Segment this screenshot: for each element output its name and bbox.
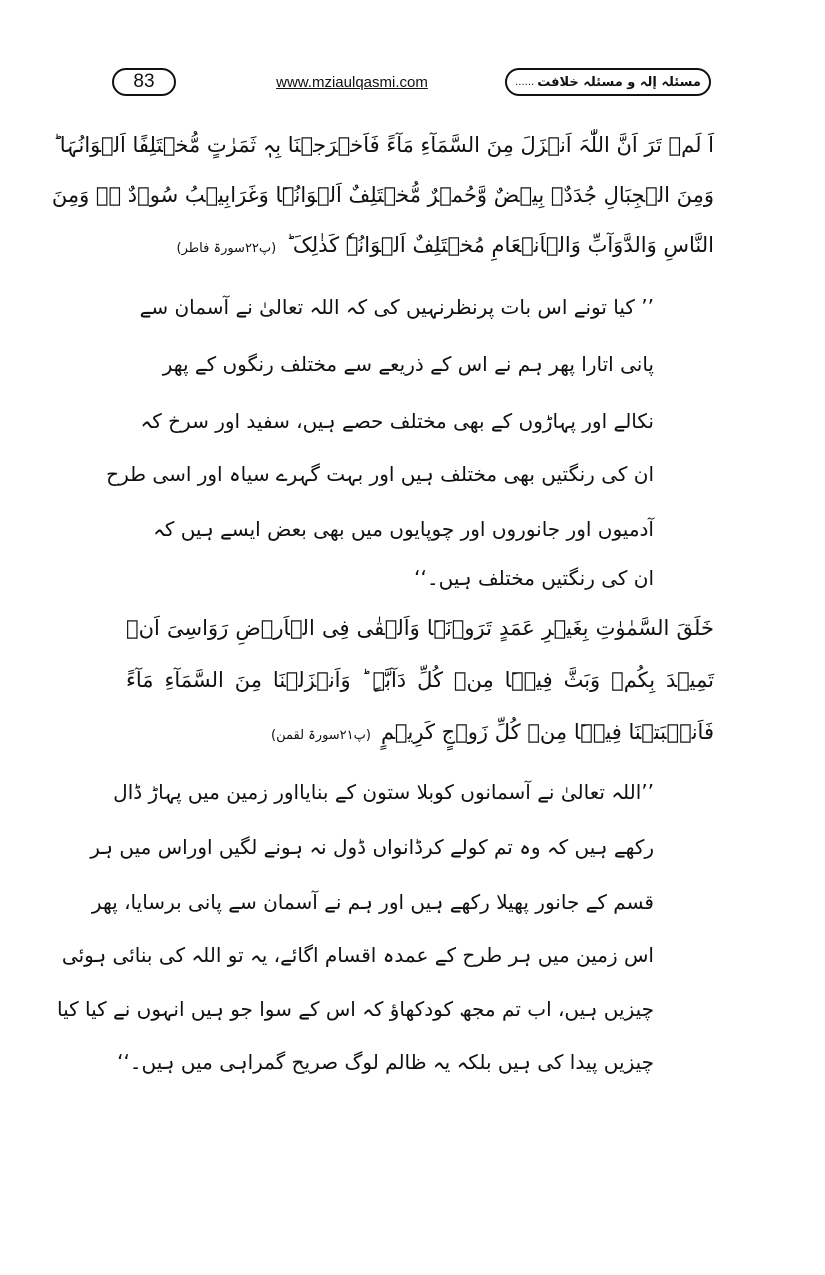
translation-2-line-6: چیزیں پیدا کی ہیں بلکہ یہ ظالم لوگ صریح گمراہی میں ہیں۔‘‘	[117, 1050, 654, 1074]
page-number	[112, 68, 176, 96]
translation-2-line-5: چیزیں ہیں، اب تم مجھ کودکھاؤ کہ اس کے سوا جو ہیں انہوں نے کیا کیا	[56, 997, 654, 1021]
title-dots: ......	[515, 76, 535, 88]
translation-2-line-4: اس زمین میں ہر طرح کے عمدہ اقسام اگائے، یہ تو اللہ کی بنائی ہوئی	[61, 943, 654, 967]
quran-verse-2-line-3	[126, 720, 714, 744]
translation-2-line-1: ’’اللہ تعالیٰ نے آسمانوں کوبلا ستون کے بنایااور زمین میں پہاڑ ڈال	[113, 780, 654, 804]
translation-1-line-4: ان کی رنگتیں بھی مختلف ہیں اور بہت گہرے سیاہ اور اسی طرح	[106, 462, 654, 486]
quran-verse-2-line-1: خَلَقَ السَّمٰوٰتِ بِغَیۡرِ عَمَدٍ تَرَوۡنَہَا وَاَلۡقٰی فِی الۡاَرۡضِ رَوَاسِیَ اَنۡ	[126, 616, 714, 640]
book-title: مسئلہ إلہ و مسئلہ خلافت	[537, 74, 701, 90]
translation-2-line-3: قسم کے جانور پھیلا رکھے ہیں اور ہم نے آسمان سے پانی برسایا، پھر	[91, 890, 654, 914]
translation-1-line-3: نکالے اور پہاڑوں کے بھی مختلف حصے ہیں، سفید اور سرخ کہ	[140, 409, 654, 433]
quran-verse-1-line-2: وَمِنَ الۡجِبَالِ جُدَدٌۢ بِیۡضٌ وَّحُمۡرٌ مُّخۡتَلِفٌ اَلۡوَانُہَا وَغَرَابِیۡبُ سُوۡدٌ ﴿﴾ وَمِنَ	[51, 183, 714, 207]
quran-verse-1-line-3-text: النَّاسِ وَالدَّوَآبِّ وَالۡاَنۡعَامِ مُخۡتَلِفٌ اَلۡوَانُہٗ کَذٰلِکَ ؕ	[286, 233, 714, 257]
quran-verse-2-line-2: تَمِیۡدَ بِکُمۡ وَبَثَّ فِیۡہَا مِنۡ کُلِّ دَآبَّۃٍ ؕ وَاَنۡزَلۡنَا مِنَ السَّمَآءِ مَآءً	[126, 668, 714, 692]
quran-verse-1-line-3	[126, 233, 714, 257]
quran-verse-1-line-1: اَ لَمۡ تَرَ اَنَّ اللّٰہَ اَنۡزَلَ مِنَ السَّمَآءِ مَآءً فَاَخۡرَجۡنَا بِہٖ ثَمَرٰتٍ مُّخۡتَلِفًا اَلۡوَانُہَا ؕ	[53, 133, 714, 157]
translation-1-line-5: آدمیوں اور جانوروں اور چوپایوں میں بھی بعض ایسے ہیں کہ	[153, 517, 654, 541]
book-title-box	[505, 68, 711, 96]
website-link[interactable]: www.mziaulqasmi.com	[276, 74, 428, 91]
page-number-text: 83	[133, 71, 155, 92]
surah-reference-1: (پ۲۲سورۃ فاطر)	[176, 241, 277, 256]
quran-verse-2-line-3-text: فَاَنۡۢبَتۡنَا فِیۡہَا مِنۡ کُلِّ زَوۡجٍ کَرِیۡمٍ	[380, 720, 714, 744]
translation-2-line-2: رکھے ہیں کہ وہ تم کولے کرڈانواں ڈول نہ ہونے لگیں اوراس میں ہر	[90, 835, 654, 859]
translation-1-line-1: ’’ کیا تونے اس بات پرنظرنہیں کی کہ اللہ تعالیٰ نے آسمان سے	[139, 295, 654, 319]
translation-1-line-2: پانی اتارا پھر ہم نے اس کے ذریعے سے مختلف رنگوں کے پھر	[162, 352, 654, 376]
surah-reference-2: (پ۲۱سورۃ لقمن)	[271, 728, 371, 743]
translation-1-line-6: ان کی رنگتیں مختلف ہیں۔‘‘	[414, 566, 654, 590]
